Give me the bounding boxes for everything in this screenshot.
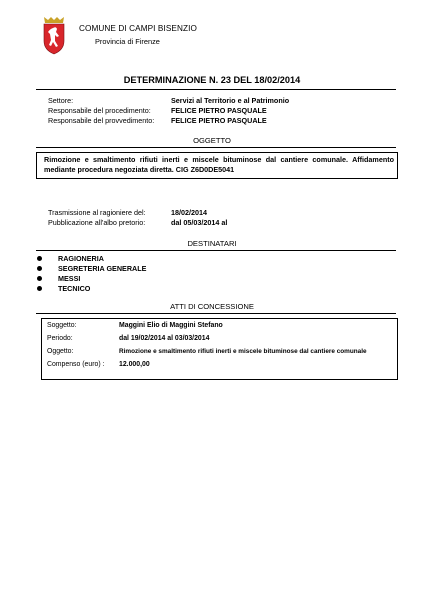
atti-compenso-label: Compenso (euro) : — [47, 361, 105, 368]
responsabile-provvedimento-value: FELICE PIETRO PASQUALE — [171, 116, 267, 125]
trasmissione-value: 18/02/2014 — [171, 208, 207, 217]
settore-value: Servizi al Territorio e al Patrimonio — [171, 96, 290, 105]
oggetto-divider — [36, 147, 396, 148]
destinatari-heading: DESTINATARI — [187, 239, 237, 248]
destinatario-item: RAGIONERIA — [58, 254, 104, 263]
responsabile-procedimento-label: Responsabile del procedimento: — [48, 106, 151, 115]
destinatari-divider — [36, 250, 396, 251]
comune-name: COMUNE DI CAMPI BISENZIO — [79, 24, 197, 33]
comune-crest-icon — [41, 15, 67, 55]
document-title: DETERMINAZIONE N. 23 DEL 18/02/2014 — [123, 75, 301, 85]
provincia-name: Provincia di Firenze — [95, 37, 160, 46]
bullet-icon — [37, 276, 42, 281]
pubblicazione-label: Pubblicazione all'albo pretorio: — [48, 218, 146, 227]
atti-periodo-value: dal 19/02/2014 al 03/03/2014 — [119, 335, 210, 342]
settore-label: Settore: — [48, 96, 74, 105]
atti-oggetto-value: Rimozione e smaltimento rifiuti inerti e miscele bituminose dal cantiere comunale — [119, 348, 367, 355]
bullet-icon — [37, 256, 42, 261]
destinatario-item: TECNICO — [58, 284, 91, 293]
destinatario-item: SEGRETERIA GENERALE — [58, 264, 147, 273]
atti-divider — [36, 313, 396, 314]
atti-compenso-value: 12.000,00 — [119, 361, 150, 368]
responsabile-procedimento-value: FELICE PIETRO PASQUALE — [171, 106, 267, 115]
atti-periodo-label: Periodo: — [47, 335, 73, 342]
bullet-icon — [37, 266, 42, 271]
pubblicazione-value: dal 05/03/2014 al — [171, 218, 228, 227]
bullet-icon — [37, 286, 42, 291]
responsabile-provvedimento-label: Responsabile del provvedimento: — [48, 116, 155, 125]
atti-soggetto-label: Soggetto: — [47, 322, 77, 329]
title-divider — [36, 89, 396, 90]
atti-oggetto-label: Oggetto: — [47, 348, 74, 355]
trasmissione-label: Trasmissione al ragioniere del: — [48, 208, 146, 217]
oggetto-text: Rimozione e smaltimento rifiuti inerti e miscele bituminose dal cantiere comunale. Affidamento mediante procedura negoziata diretta. CIG Z6D0DE5041 — [44, 155, 394, 174]
atti-soggetto-value: Maggini Elio di Maggini Stefano — [119, 322, 223, 329]
destinatario-item: MESSI — [58, 274, 81, 283]
oggetto-heading: OGGETTO — [193, 136, 231, 145]
atti-heading: ATTI DI CONCESSIONE — [170, 302, 254, 311]
